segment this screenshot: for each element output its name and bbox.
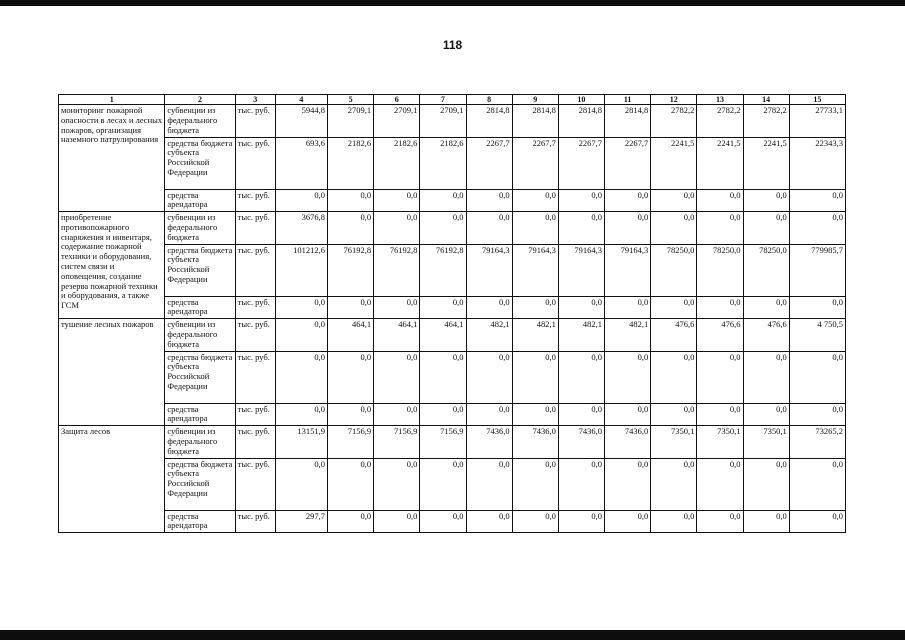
value-cell: 0,0 [789, 212, 845, 244]
value-cell: 0,0 [743, 212, 789, 244]
value-cell: 779985,7 [789, 244, 845, 296]
value-cell: 13151,9 [275, 426, 327, 458]
bottom-scan-border [0, 630, 905, 640]
value-cell: 0,0 [512, 510, 558, 533]
unit-cell: тыс. руб. [235, 137, 275, 189]
value-cell: 0,0 [743, 296, 789, 319]
value-cell: 2814,8 [512, 105, 558, 137]
value-cell: 0,0 [327, 189, 373, 212]
value-cell: 0,0 [275, 296, 327, 319]
value-cell: 476,6 [743, 319, 789, 351]
page-number: 118 [442, 38, 463, 52]
value-cell: 0,0 [605, 212, 651, 244]
value-cell: 0,0 [512, 458, 558, 510]
unit-cell: тыс. руб. [235, 189, 275, 212]
value-cell: 0,0 [466, 351, 512, 403]
value-cell: 0,0 [374, 510, 420, 533]
value-cell: 7350,1 [697, 426, 743, 458]
unit-cell: тыс. руб. [235, 351, 275, 403]
value-cell: 0,0 [420, 351, 466, 403]
value-cell: 2814,8 [605, 105, 651, 137]
value-cell: 3676,8 [275, 212, 327, 244]
value-cell: 0,0 [327, 403, 373, 426]
value-cell: 0,0 [466, 212, 512, 244]
value-cell: 0,0 [743, 189, 789, 212]
funding-source-cell: средства арендатора [165, 296, 235, 319]
value-cell: 79164,3 [558, 244, 604, 296]
column-number: 2 [165, 95, 235, 105]
value-cell: 0,0 [743, 510, 789, 533]
activity-cell: Защита лесов [59, 426, 165, 533]
value-cell: 0,0 [374, 212, 420, 244]
value-cell: 0,0 [466, 296, 512, 319]
value-cell: 0,0 [512, 212, 558, 244]
value-cell: 0,0 [651, 458, 697, 510]
value-cell: 0,0 [327, 351, 373, 403]
column-number: 3 [235, 95, 275, 105]
value-cell: 5944,8 [275, 105, 327, 137]
value-cell: 76192,8 [420, 244, 466, 296]
column-number: 5 [327, 95, 373, 105]
value-cell: 0,0 [651, 510, 697, 533]
unit-cell: тыс. руб. [235, 319, 275, 351]
column-number-row [59, 95, 846, 105]
value-cell: 2782,2 [743, 105, 789, 137]
value-cell: 0,0 [697, 403, 743, 426]
value-cell: 0,0 [327, 458, 373, 510]
value-cell: 7156,9 [420, 426, 466, 458]
table-row [59, 105, 846, 137]
value-cell: 2241,5 [651, 137, 697, 189]
value-cell: 0,0 [420, 212, 466, 244]
column-number: 7 [420, 95, 466, 105]
value-cell: 0,0 [512, 403, 558, 426]
value-cell: 0,0 [275, 351, 327, 403]
unit-cell: тыс. руб. [235, 296, 275, 319]
value-cell: 0,0 [558, 212, 604, 244]
value-cell: 73265,2 [789, 426, 845, 458]
funding-source-cell: субвенции из федерального бюджета [165, 319, 235, 351]
value-cell: 0,0 [605, 351, 651, 403]
funding-source-cell: субвенции из федерального бюджета [165, 426, 235, 458]
value-cell: 2814,8 [558, 105, 604, 137]
value-cell: 7436,0 [466, 426, 512, 458]
value-cell: 0,0 [327, 212, 373, 244]
value-cell: 476,6 [697, 319, 743, 351]
value-cell: 27733,1 [789, 105, 845, 137]
value-cell: 7350,1 [743, 426, 789, 458]
value-cell: 76192,8 [374, 244, 420, 296]
value-cell: 0,0 [558, 403, 604, 426]
value-cell: 0,0 [512, 351, 558, 403]
budget-table [58, 94, 846, 533]
value-cell: 2182,6 [420, 137, 466, 189]
value-cell: 0,0 [605, 296, 651, 319]
value-cell: 2267,7 [512, 137, 558, 189]
value-cell: 2182,6 [327, 137, 373, 189]
table-row [59, 137, 846, 189]
value-cell: 0,0 [605, 458, 651, 510]
column-number: 4 [275, 95, 327, 105]
value-cell: 0,0 [605, 510, 651, 533]
value-cell: 2267,7 [466, 137, 512, 189]
value-cell: 482,1 [466, 319, 512, 351]
table-row [59, 351, 846, 403]
value-cell: 76192,8 [327, 244, 373, 296]
value-cell: 0,0 [374, 403, 420, 426]
table-row [59, 319, 846, 351]
funding-source-cell: субвенции из федерального бюджета [165, 212, 235, 244]
top-scan-border [0, 0, 905, 6]
unit-cell: тыс. руб. [235, 212, 275, 244]
value-cell: 482,1 [558, 319, 604, 351]
value-cell: 0,0 [558, 189, 604, 212]
value-cell: 482,1 [605, 319, 651, 351]
value-cell: 7156,9 [327, 426, 373, 458]
value-cell: 2782,2 [697, 105, 743, 137]
value-cell: 0,0 [420, 403, 466, 426]
value-cell: 0,0 [697, 351, 743, 403]
value-cell: 0,0 [697, 510, 743, 533]
value-cell: 0,0 [275, 403, 327, 426]
value-cell: 78250,0 [697, 244, 743, 296]
unit-cell: тыс. руб. [235, 458, 275, 510]
value-cell: 0,0 [275, 319, 327, 351]
value-cell: 7436,0 [558, 426, 604, 458]
value-cell: 297,7 [275, 510, 327, 533]
value-cell: 2814,8 [466, 105, 512, 137]
value-cell: 2782,2 [651, 105, 697, 137]
value-cell: 79164,3 [512, 244, 558, 296]
value-cell: 0,0 [558, 351, 604, 403]
unit-cell: тыс. руб. [235, 105, 275, 137]
funding-source-cell: средства арендатора [165, 510, 235, 533]
value-cell: 0,0 [651, 212, 697, 244]
value-cell: 0,0 [651, 351, 697, 403]
value-cell: 0,0 [743, 403, 789, 426]
column-number: 9 [512, 95, 558, 105]
value-cell: 0,0 [697, 189, 743, 212]
value-cell: 7350,1 [651, 426, 697, 458]
value-cell: 0,0 [605, 403, 651, 426]
column-number: 8 [466, 95, 512, 105]
funding-source-cell: средства бюджета субъекта Российской Федерации [165, 137, 235, 189]
value-cell: 0,0 [651, 403, 697, 426]
table-row [59, 510, 846, 533]
value-cell: 7436,0 [512, 426, 558, 458]
value-cell: 464,1 [327, 319, 373, 351]
value-cell: 0,0 [374, 351, 420, 403]
table-row [59, 189, 846, 212]
value-cell: 2241,5 [743, 137, 789, 189]
value-cell: 0,0 [789, 403, 845, 426]
value-cell: 0,0 [420, 510, 466, 533]
value-cell: 0,0 [466, 189, 512, 212]
value-cell: 101212,6 [275, 244, 327, 296]
unit-cell: тыс. руб. [235, 426, 275, 458]
funding-source-cell: средства арендатора [165, 403, 235, 426]
value-cell: 2241,5 [697, 137, 743, 189]
value-cell: 0,0 [743, 351, 789, 403]
activity-cell: приобретение противопожарного снаряжения и инвентаря, содержание пожарной техники и оборудования, систем связи и оповещения, создание резерва пожарной техники и оборудования, а также ГСМ [59, 212, 165, 319]
value-cell: 0,0 [466, 458, 512, 510]
funding-source-cell: средства арендатора [165, 189, 235, 212]
table-row [59, 403, 846, 426]
value-cell: 0,0 [374, 458, 420, 510]
value-cell: 0,0 [789, 510, 845, 533]
value-cell: 79164,3 [466, 244, 512, 296]
value-cell: 0,0 [466, 403, 512, 426]
value-cell: 0,0 [512, 189, 558, 212]
value-cell: 2709,1 [327, 105, 373, 137]
funding-source-cell: средства бюджета субъекта Российской Федерации [165, 458, 235, 510]
value-cell: 0,0 [651, 189, 697, 212]
value-cell: 7156,9 [374, 426, 420, 458]
value-cell: 0,0 [420, 189, 466, 212]
activity-cell: мониторинг пожарной опасности в лесах и лесных пожаров, организация наземного патрулирования [59, 105, 165, 212]
column-number: 14 [743, 95, 789, 105]
value-cell: 2267,7 [558, 137, 604, 189]
value-cell: 0,0 [420, 458, 466, 510]
value-cell: 78250,0 [743, 244, 789, 296]
column-number: 1 [59, 95, 165, 105]
value-cell: 482,1 [512, 319, 558, 351]
value-cell: 464,1 [420, 319, 466, 351]
value-cell: 2267,7 [605, 137, 651, 189]
value-cell: 0,0 [512, 296, 558, 319]
value-cell: 0,0 [558, 296, 604, 319]
table-row [59, 426, 846, 458]
column-number: 11 [605, 95, 651, 105]
value-cell: 0,0 [275, 458, 327, 510]
funding-source-cell: средства бюджета субъекта Российской Федерации [165, 351, 235, 403]
value-cell: 2182,6 [374, 137, 420, 189]
value-cell: 0,0 [420, 296, 466, 319]
value-cell: 0,0 [743, 458, 789, 510]
value-cell: 2709,1 [374, 105, 420, 137]
value-cell: 0,0 [789, 189, 845, 212]
funding-source-cell: средства бюджета субъекта Российской Федерации [165, 244, 235, 296]
value-cell: 0,0 [605, 189, 651, 212]
value-cell: 2709,1 [420, 105, 466, 137]
value-cell: 0,0 [697, 458, 743, 510]
table-row [59, 296, 846, 319]
funding-source-cell: субвенции из федерального бюджета [165, 105, 235, 137]
value-cell: 0,0 [789, 458, 845, 510]
value-cell: 0,0 [466, 510, 512, 533]
table-row [59, 458, 846, 510]
value-cell: 476,6 [651, 319, 697, 351]
activity-cell: тушение лесных пожаров [59, 319, 165, 426]
value-cell: 7436,0 [605, 426, 651, 458]
table-row [59, 212, 846, 244]
column-number: 13 [697, 95, 743, 105]
value-cell: 464,1 [374, 319, 420, 351]
value-cell: 0,0 [697, 296, 743, 319]
unit-cell: тыс. руб. [235, 403, 275, 426]
value-cell: 78250,0 [651, 244, 697, 296]
value-cell: 0,0 [789, 351, 845, 403]
value-cell: 0,0 [275, 189, 327, 212]
value-cell: 0,0 [374, 189, 420, 212]
unit-cell: тыс. руб. [235, 510, 275, 533]
value-cell: 0,0 [651, 296, 697, 319]
value-cell: 79164,3 [605, 244, 651, 296]
value-cell: 0,0 [558, 458, 604, 510]
column-number: 10 [558, 95, 604, 105]
value-cell: 0,0 [558, 510, 604, 533]
table-body [59, 95, 846, 533]
value-cell: 0,0 [327, 296, 373, 319]
value-cell: 4 750,5 [789, 319, 845, 351]
table-row [59, 244, 846, 296]
value-cell: 22343,3 [789, 137, 845, 189]
column-number: 12 [651, 95, 697, 105]
value-cell: 0,0 [374, 296, 420, 319]
unit-cell: тыс. руб. [235, 244, 275, 296]
value-cell: 0,0 [327, 510, 373, 533]
value-cell: 0,0 [789, 296, 845, 319]
value-cell: 0,0 [697, 212, 743, 244]
column-number: 6 [374, 95, 420, 105]
value-cell: 693,6 [275, 137, 327, 189]
column-number: 15 [789, 95, 845, 105]
